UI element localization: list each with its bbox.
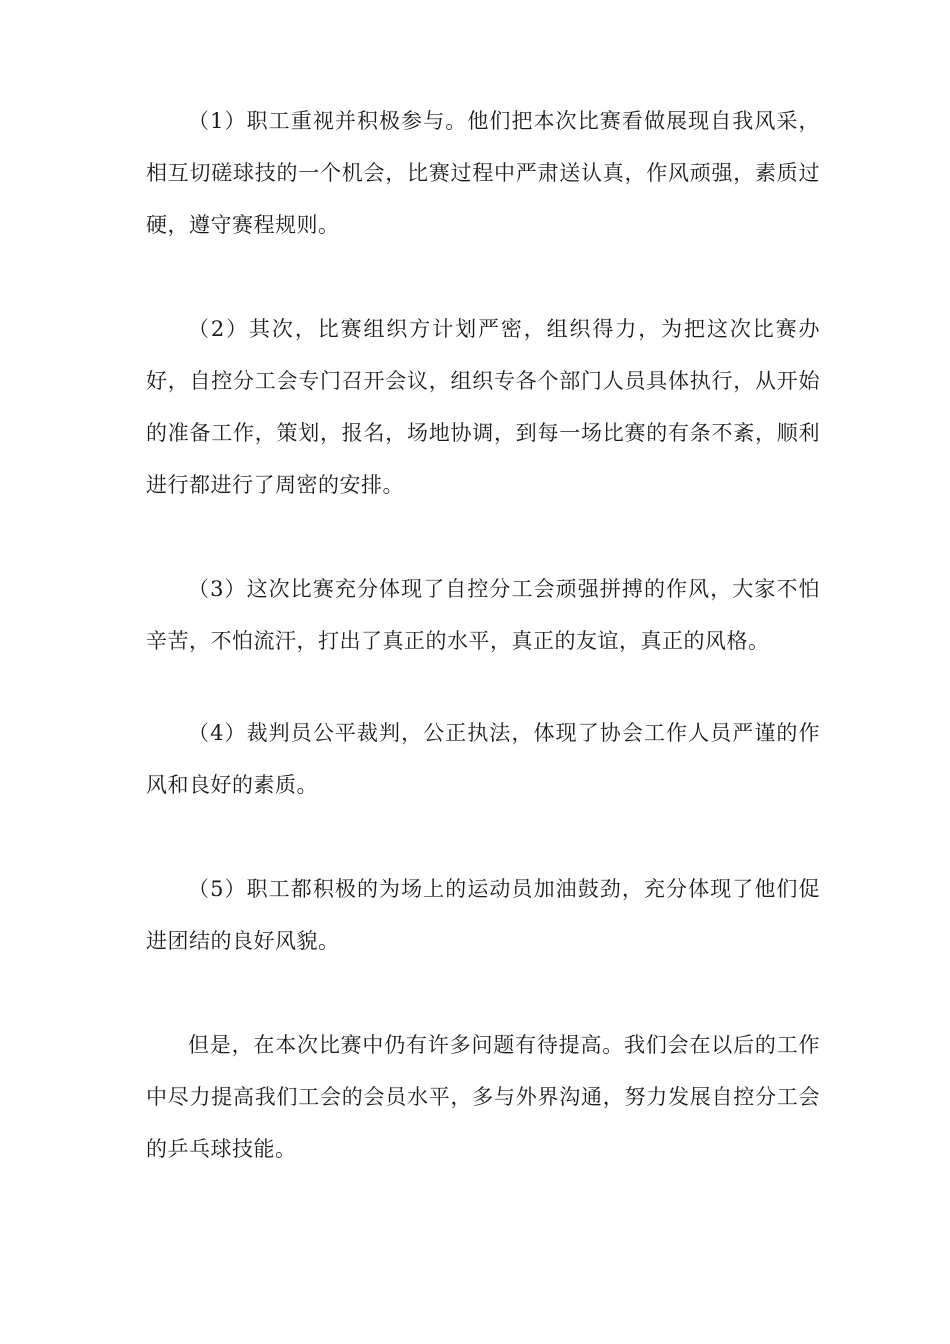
paragraph-2: （2）其次，比赛组织方计划严密，组织得力，为把这次比赛办好，自控分工会专门召开会议，组织专各个部门人员具体执行，从开始的准备工作，策划，报名，场地协调，到每一场比赛的有条不紊，顺利进行都进行了周密的安排。 <box>146 317 820 497</box>
paragraph-6: 但是，在本次比赛中仍有许多问题有待提高。我们会在以后的工作中尽力提高我们工会的会员水平，多与外界沟通，努力发展自控分工会的乒乓球技能。 <box>146 1033 820 1161</box>
paragraph-4: （4）裁判员公平裁判，公正执法，体现了协会工作人员严谨的作风和良好的素质。 <box>146 721 820 797</box>
paragraph-1: （1）职工重视并积极参与。他们把本次比赛看做展现自我风采，相互切磋球技的一个机会，比赛过程中严肃送认真，作风顽强，素质过硬，遵守赛程规则。 <box>146 109 820 237</box>
paragraph-5: （5）职工都积极的为场上的运动员加油鼓劲，充分体现了他们促进团结的良好风貌。 <box>146 877 820 953</box>
paragraph-3: （3）这次比赛充分体现了自控分工会顽强拼搏的作风，大家不怕辛苦，不怕流汗，打出了真正的水平，真正的友谊，真正的风格。 <box>146 577 820 653</box>
